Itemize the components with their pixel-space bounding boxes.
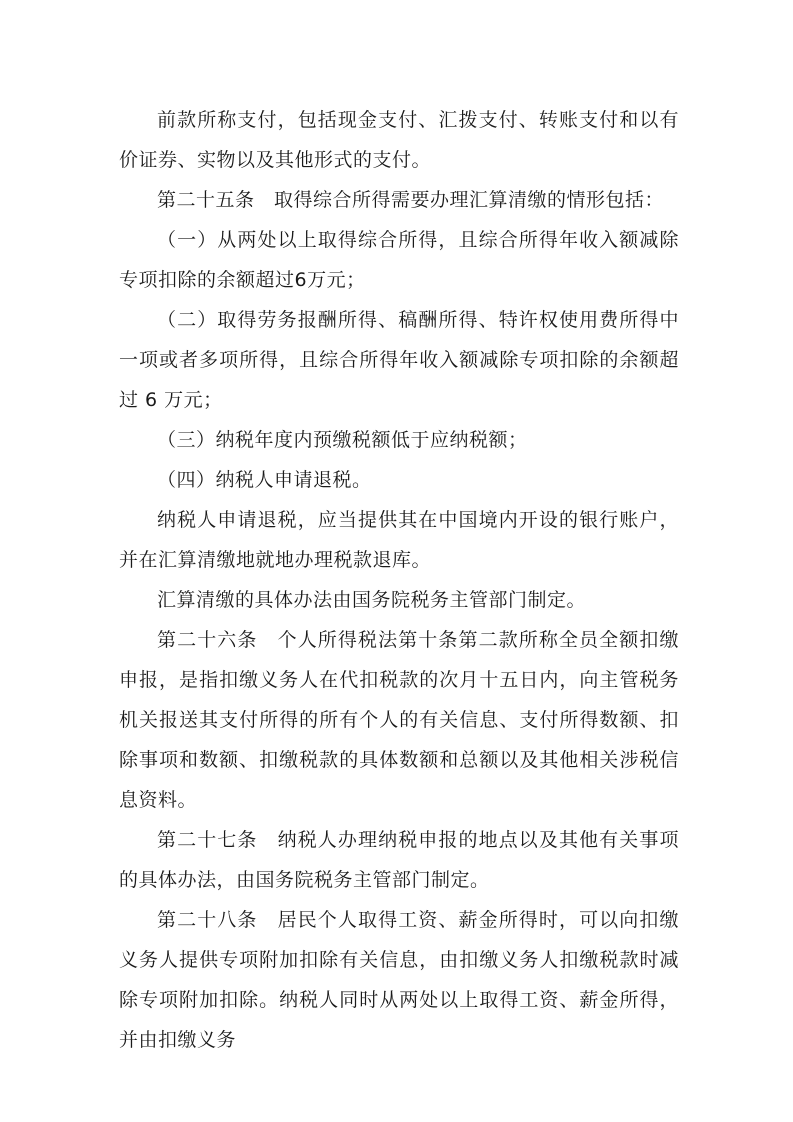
paragraph-article-25-item-3: （三）纳税年度内预缴税额低于应纳税额； [157, 429, 528, 451]
paragraph-article-27: 第二十七条 纳税人办理纳税申报的地点以及其他有关事项的具体办法，由国务院税务主管部门制定。 [119, 829, 679, 891]
paragraph-payment-definition: 前款所称支付，包括现金支付、汇拨支付、转账支付和以有价证券、实物以及其他形式的支付。 [119, 109, 679, 171]
paragraph-article-28: 第二十八条 居民个人取得工资、薪金所得时，可以向扣缴义务人提供专项附加扣除有关信息，由扣缴义务人扣缴税款时减除专项附加扣除。纳税人同时从两处以上取得工资、薪金所得，并由扣缴义务 [119, 909, 679, 1051]
paragraph-article-25: 第二十五条 取得综合所得需要办理汇算清缴的情形包括： [157, 189, 665, 211]
paragraph-article-25-item-4: （四）纳税人申请退税。 [157, 469, 372, 491]
paragraph-refund-account: 纳税人申请退税，应当提供其在中国境内开设的银行账户，并在汇算清缴地就地办理税款退库。 [119, 509, 679, 571]
paragraph-settlement-rules: 汇算清缴的具体办法由国务院税务主管部门制定。 [157, 589, 587, 611]
document-page [119, 100, 679, 1060]
paragraph-article-25-item-2: （二）取得劳务报酬所得、稿酬所得、特许权使用费所得中一项或者多项所得，且综合所得年收入额减除专项扣除的余额超过 6 万元； [119, 309, 679, 411]
paragraph-article-25-item-1: （一）从两处以上取得综合所得，且综合所得年收入额减除专项扣除的余额超过6万元； [119, 229, 679, 291]
paragraph-article-26: 第二十六条 个人所得税法第十条第二款所称全员全额扣缴申报，是指扣缴义务人在代扣税款的次月十五日内，向主管税务机关报送其支付所得的所有个人的有关信息、支付所得数额、扣除事项和数额、扣缴税款的具体数额和总额以及其他相关涉税信息资料。 [119, 629, 679, 811]
